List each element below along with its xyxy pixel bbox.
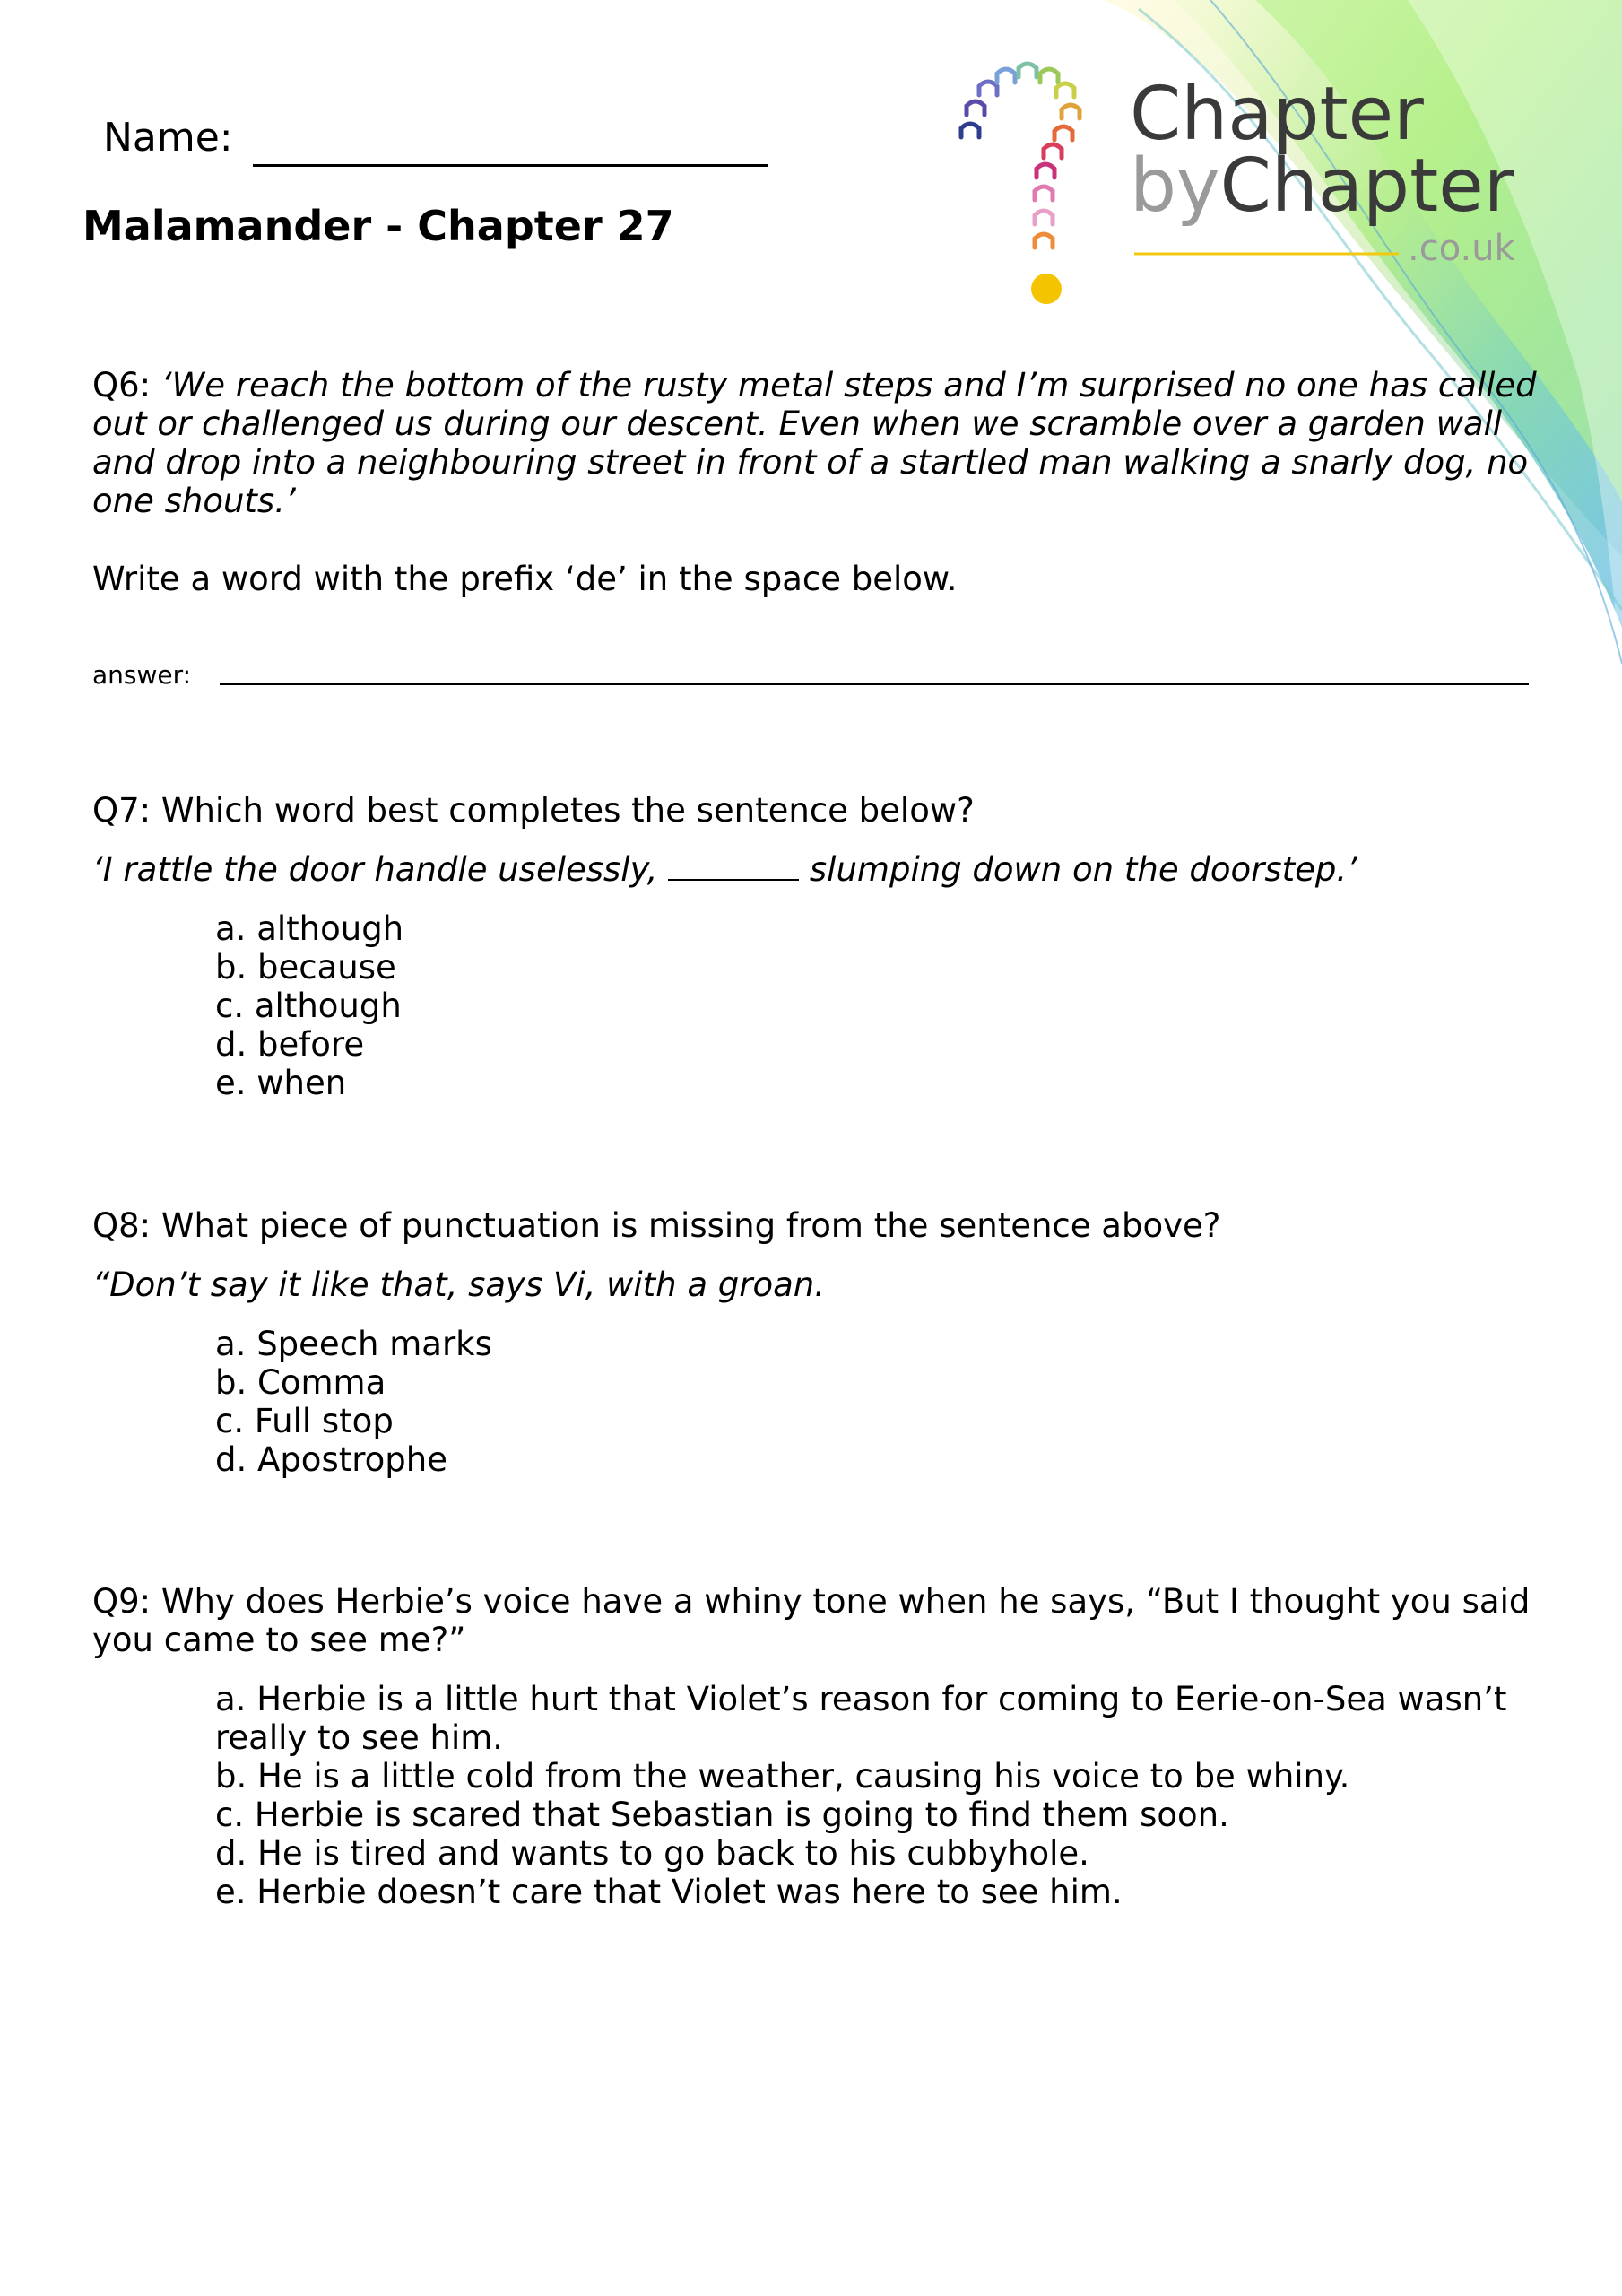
q6-passage — [92, 366, 1545, 520]
logo-arch-mark — [979, 82, 997, 95]
logo-arch-mark — [967, 101, 984, 115]
q9-option[interactable]: c. Herbie is scared that Sebastian is going to find them soon. — [215, 1796, 1229, 1834]
logo-dot-icon — [1031, 274, 1062, 304]
q7-sentence-start: ‘I rattle the door handle uselessly, — [92, 850, 658, 889]
name-label: Name: — [103, 115, 233, 161]
logo-arch-mark — [1056, 83, 1074, 97]
chapter-by-chapter-logo — [950, 45, 1578, 314]
q8-option[interactable]: c. Full stop — [215, 1402, 394, 1440]
q6-quote: ‘We reach the bottom of the rusty metal steps and I’m surprised no one has called out or challenged us during our descent. Even when we scramble over a garden wall and drop into a neighbouring street in front of a startled man walking a snarly dog, no one shouts.’ — [92, 366, 1537, 520]
q8-option[interactable]: b. Comma — [215, 1363, 386, 1402]
q7-blank — [668, 852, 799, 881]
logo-arch-mark — [997, 69, 1015, 83]
q7-sentence — [92, 850, 1357, 889]
q8-question: Q8: What piece of punctuation is missing from the sentence above? — [92, 1206, 1221, 1245]
answer-field-line[interactable] — [220, 683, 1529, 685]
name-field-line[interactable] — [253, 164, 768, 167]
logo-arch-mark — [1062, 105, 1080, 118]
q7-question: Q7: Which word best completes the sentence below? — [92, 791, 975, 830]
logo-arch-mark — [1035, 211, 1053, 224]
logo-chapter: Chapter — [1219, 144, 1514, 229]
logo-arc-icon — [961, 64, 1080, 248]
q9-option[interactable]: e. Herbie doesn’t care that Violet was here to see him. — [215, 1873, 1123, 1911]
logo-arch-mark — [1040, 69, 1058, 83]
q9-option[interactable]: a. Herbie is a little hurt that Violet’s reason for coming to Eerie-on-Sea wasn’t really to see him. — [215, 1680, 1507, 1757]
q9-question: Q9: Why does Herbie’s voice have a whiny tone when he says, “But I thought you said you came to see me?” — [92, 1582, 1531, 1659]
logo-arch-mark — [1037, 164, 1054, 178]
answer-label: answer: — [92, 660, 192, 690]
q8-option[interactable]: a. Speech marks — [215, 1325, 492, 1363]
logo-line2 — [1130, 144, 1514, 229]
q6-label: Q6: — [92, 366, 152, 404]
q9-option[interactable]: b. He is a little cold from the weather, causing his voice to be whiny. — [215, 1757, 1350, 1796]
q7-option[interactable]: b. because — [215, 948, 396, 987]
q7-option[interactable]: e. when — [215, 1064, 347, 1102]
q8-options — [215, 1325, 492, 1479]
q7-option[interactable]: d. before — [215, 1025, 365, 1064]
logo-arch-mark — [1019, 64, 1037, 77]
logo-arch-mark — [1035, 234, 1053, 248]
page-title: Malamander - Chapter 27 — [82, 202, 674, 250]
q9-options — [215, 1680, 1542, 1911]
logo-line1: Chapter — [1130, 72, 1424, 157]
logo-suffix: .co.uk — [1408, 228, 1515, 269]
logo-by: by — [1130, 144, 1220, 229]
q7-options — [215, 909, 403, 1102]
q8-option[interactable]: d. Apostrophe — [215, 1440, 447, 1479]
q9-option[interactable]: d. He is tired and wants to go back to his cubbyhole. — [215, 1834, 1089, 1873]
q6-instruction: Write a word with the prefix ‘de’ in the space below. — [92, 560, 958, 598]
q7-sentence-end: slumping down on the doorstep.’ — [809, 850, 1357, 889]
q8-sentence: “Don’t say it like that, says Vi, with a groan. — [92, 1265, 826, 1304]
logo-arch-mark — [961, 124, 979, 137]
q7-option[interactable]: a. although — [215, 909, 404, 948]
q7-option[interactable]: c. although — [215, 987, 402, 1025]
logo-arch-mark — [1035, 187, 1053, 200]
logo-arch-mark — [1054, 126, 1072, 140]
logo-arch-mark — [1044, 144, 1062, 158]
